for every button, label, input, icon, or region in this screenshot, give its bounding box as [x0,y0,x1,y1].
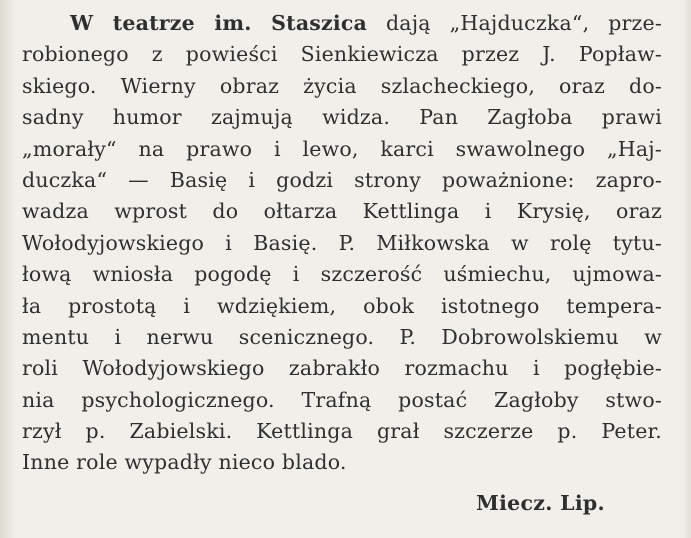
article-line-6: duczka“ — Basię i godzi strony poważnione: zapro- [22,167,662,192]
author-signature: Miecz. Lip. [476,491,605,515]
scan-edge-right [683,0,691,538]
article-line-5: „morały“ na prawo i lewo, karci swawolnego „Haj- [22,136,662,161]
article-line-8: Wołodyjowskiego i Basię. P. Miłkowska w rolę tytu- [22,230,662,255]
article-line-1 [22,8,662,39]
article-line-14: rzył p. Zabielski. Kettlinga grał szczerze p. Peter. [22,419,662,444]
article-line-13: nia psychologicznego. Trafną postać Zagłoby stwo- [22,387,662,412]
scan-edge-left [0,0,16,538]
article-line-12: roli Wołodyjowskiego zabrakło rozmachu i pogłębie- [22,356,662,381]
article-line-9: łową wniosła pogodę i szczerość uśmiechu, ujmowa- [22,262,662,287]
article-line-4: sadny humor zajmują widza. Pan Zagłoba prawi [22,105,662,130]
article-line-1-rest: dają „Hajduczka“, prze- [367,11,662,35]
article-line-10: ła prostotą i wdziękiem, obok istotnego tempera- [22,293,662,318]
article-lead: W teatrze im. Staszica [70,11,368,35]
article-line-7: wadza wprost do ołtarza Kettlinga i Krysię, oraz [22,199,662,224]
article-body [22,8,662,479]
article-line-11: mentu i nerwu scenicznego. P. Dobrowolskiemu w [22,324,662,349]
article-line-3: skiego. Wierny obraz życia szlacheckiego, oraz do- [22,73,662,98]
article-line-2: robionego z powieści Sienkiewicza przez J. Popław- [22,42,662,67]
article-line-15: Inne role wypadły nieco blado. [22,450,347,475]
